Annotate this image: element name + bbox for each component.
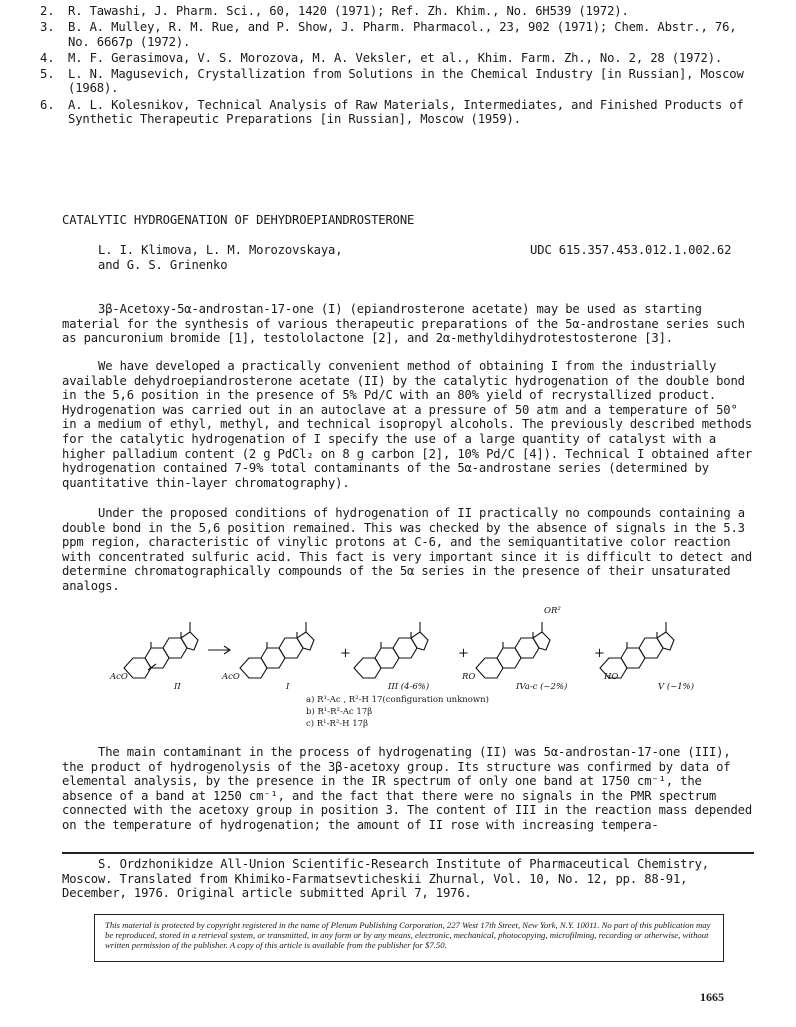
plus-sign-3: +: [594, 646, 605, 661]
plus-sign-2: +: [458, 646, 469, 661]
label-ho: HO: [604, 672, 619, 682]
label-aco-mid: AcO: [222, 672, 240, 682]
reference-item: 3. B. A. Mulley, R. M. Rue, and P. Show, J. Pharm. Pharmacol., 23, 902 (1971); Chem. Abstr., 76, No. 6667p (1972).: [40, 20, 737, 49]
authors-line-1: L. I. Klimova, L. M. Morozovskaya,: [98, 243, 343, 257]
condition-b: b) R¹-R²-Ac 17β: [306, 707, 373, 717]
label-compound-II: II: [174, 682, 181, 692]
plus-sign-1: +: [340, 646, 351, 661]
reference-item: 6. A. L. Kolesnikov, Technical Analysis of Raw Materials, Intermediates, and Finished Products of Synthetic Therapeutic Preparations [in Russian], Moscow (1959).: [40, 97, 744, 127]
copyright-notice: [94, 914, 724, 962]
footnote-rule: [62, 852, 754, 854]
reference-item: 4. M. F. Gerasimova, V. S. Morozova, M. A. Veksler, et al., Khim. Farm. Zh., No. 2, 28 (1972).: [40, 50, 723, 65]
article-title: CATALYTIC HYDROGENATION OF DEHYDROEPIANDROSTERONE: [62, 213, 415, 227]
label-r-o: RO: [462, 672, 476, 682]
reaction-scheme: [110, 606, 730, 736]
article-authors: [98, 243, 342, 272]
label-compound-IV: IVa-c (~2%): [516, 682, 568, 692]
authors-line-2: and G. S. Grinenko: [98, 257, 228, 272]
label-compound-I: I: [286, 682, 290, 692]
scheme-conditions: [306, 694, 489, 730]
paragraph-3: Under the proposed conditions of hydrogenation of II practically no compounds containing a double bond in the 5,6 position remained. This was checked by the absence of signals in the 5.3 ppm region, characteristic of vinylic protons at C-6, and the semiquantitative color reaction with concentrated sulfuric acid. This fact is very important since it is difficult to detect and determine chromatographically compounds of the 5α series in the presence of their unsaturated analogs.: [62, 506, 752, 593]
paragraph-1: 3β-Acetoxy-5α-androstan-17-one (I) (epiandrosterone acetate) may be used as starting material for the synthesis of various therapeutic preparations of the 5α-androstane series such as pancuronium bromide [1], testololactone [2], and 2α-methyldihydrotestosterone [3].: [62, 302, 745, 346]
paragraph-2: We have developed a practically convenient method of obtaining I from the industrially available dehydroepiandrosterone acetate (II) by the catalytic hydrogenation of the double bond in the 5,6 position in the presence of 5% Pd/C with an 80% yield of recrystallized product. Hydrogenation was carried out in an autoclave at a pressure of 50 atm and a temperature of 50° in a medium of ethyl, methyl, and technical isopropyl alcohols. The previously described methods for the catalytic hydrogenation of I specify the use of a large quantity of catalyst with a higher palladium content (2 g PdCl₂ on 8 g carbon [2], 10% Pd/C [4]). Technical I obtained after hydrogenation contained 7-9% total contaminants of the 5α-androstane series (determined by quantitative thin-layer chromatography).: [62, 359, 752, 490]
affiliation-footnote: S. Ordzhonikidze All-Union Scientific-Research Institute of Pharmaceutical Chemistry, Moscow. Translated from Khimiko-Farmatsevticheskii Zhurnal, Vol. 10, No. 12, pp. 88-91, December, 1976. Original article submitted April 7, 1976.: [62, 857, 709, 901]
copyright-text: This material is protected by copyright registered in the name of Plenum Publishing Corporation, 227 West 17th Street, New York, N.Y. 10011. No part of this publication may be reproduced, stored in a retrieval system, or transmitted, in any form or by any means, electronic, mechanical, photocopying, microfilming, recording or otherwise, without written permission of the publisher. A copy of this article is available from the publisher for $7.50.: [105, 920, 711, 951]
page-number: 1665: [700, 990, 724, 1004]
condition-a: a) R¹-Ac , R²-H 17(configuration unknown): [306, 695, 489, 705]
reference-item: 5. L. N. Magusevich, Crystallization from Solutions in the Chemical Industry [in Russian], Moscow (1968).: [40, 66, 744, 96]
label-aco-left: AcO: [110, 672, 128, 682]
label-compound-III: III (4-6%): [388, 682, 430, 692]
udc-code: UDC 615.357.453.012.1.002.62: [530, 243, 732, 257]
condition-c: c) R¹-R²-H 17β: [306, 719, 368, 729]
reference-list: [40, 4, 760, 128]
reference-item: 2. R. Tawashi, J. Pharm. Sci., 60, 1420 (1971); Ref. Zh. Khim., No. 6H539 (1972).: [40, 4, 629, 18]
label-or2: OR²: [544, 606, 561, 616]
label-compound-V: V (~1%): [658, 682, 695, 692]
paragraph-4: The main contaminant in the process of hydrogenating (II) was 5α-androstan-17-one (III), the product of hydrogenolysis of the 3β-acetoxy group. Its structure was confirmed by data of elemental analysis, by the presence in the IR spectrum of only one band at 1750 cm⁻¹, the absence of a band at 1250 cm⁻¹, and the fact that there were no signals in the PMR spectrum connected with the acetoxy group in position 3. The content of III in the reaction mass depended on the temperature of hydrogenation; the amount of II rose with increasing tempera-: [62, 745, 752, 832]
